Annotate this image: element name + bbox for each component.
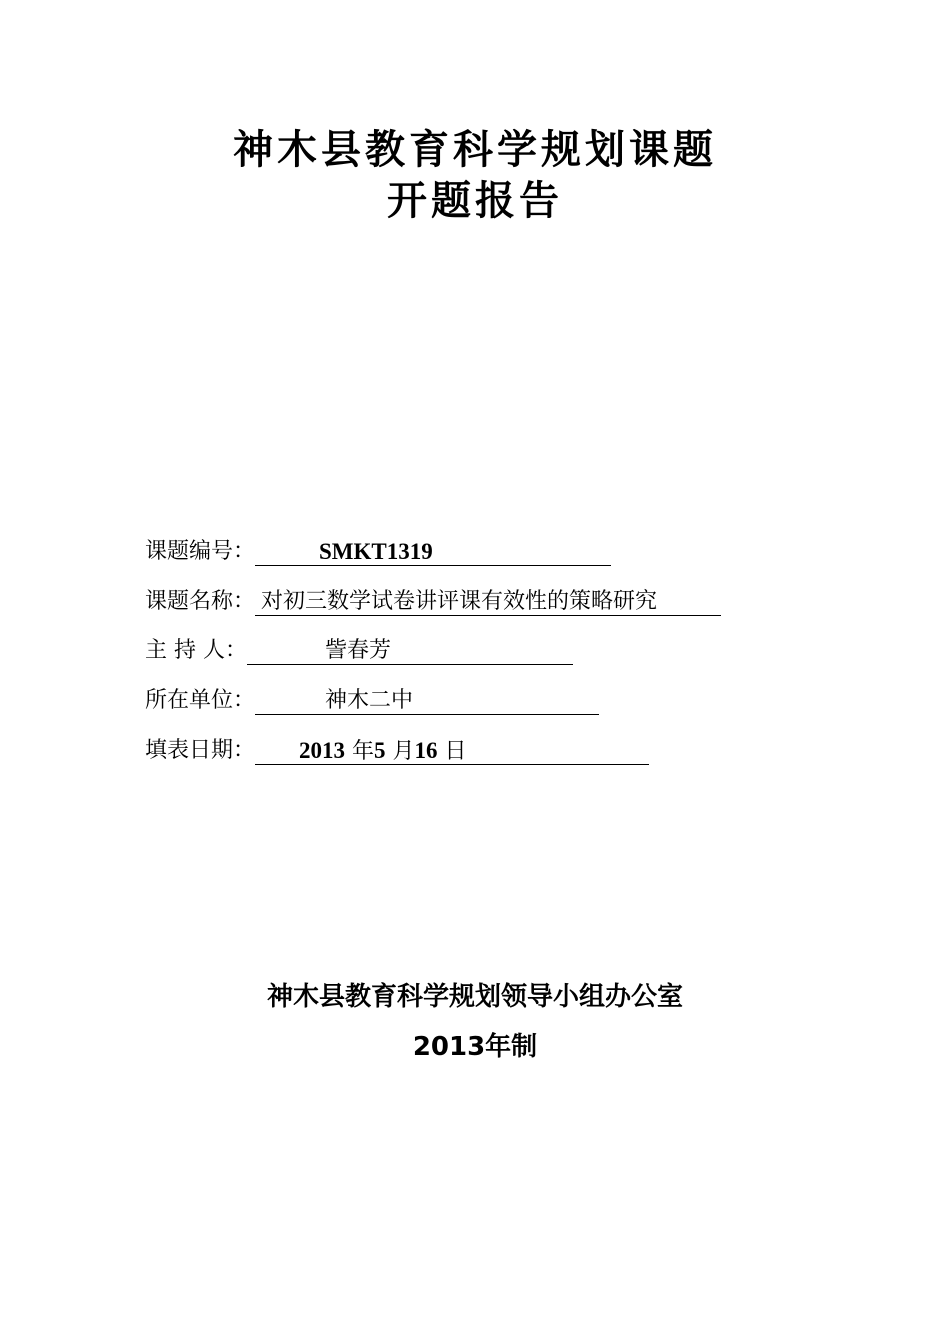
date-year: 2013	[299, 738, 346, 763]
underline	[255, 565, 611, 566]
field-label-unit: 所在单位：	[145, 688, 256, 713]
date-month: 5	[374, 738, 386, 763]
field-value-date	[255, 736, 649, 766]
date-month-suffix: 月	[392, 739, 415, 764]
host-name-text: 訾春芳	[325, 638, 392, 663]
date-day-suffix: 日	[444, 739, 467, 764]
field-value-host	[247, 636, 573, 666]
field-label-host: 主 持 人：	[145, 638, 247, 663]
field-value-project-number	[255, 537, 611, 567]
field-label-date: 填表日期：	[145, 738, 256, 763]
field-row-project-name	[145, 583, 721, 617]
field-value-project-name	[255, 587, 721, 617]
field-label-project-number: 课题编号：	[145, 539, 256, 564]
issue-year: 2013年制	[412, 1032, 538, 1062]
date-year-suffix: 年	[352, 739, 375, 764]
issuing-office: 神木县教育科学规划领导小组办公室	[266, 982, 683, 1012]
unit-name-text: 神木二中	[325, 688, 414, 713]
document-subtitle: 开题报告	[387, 178, 563, 224]
project-number-text: SMKT1319	[319, 539, 433, 564]
field-row-host	[145, 632, 573, 666]
field-row-unit	[145, 682, 599, 716]
underline	[255, 714, 599, 715]
field-value-unit	[255, 686, 599, 716]
date-day: 16	[414, 738, 438, 763]
field-row-project-number	[145, 533, 611, 567]
field-label-project-name: 课题名称：	[145, 589, 256, 614]
document-title: 神木县教育科学规划课题	[233, 127, 717, 173]
underline	[247, 664, 573, 665]
field-row-date	[145, 732, 649, 766]
project-name-text: 对初三数学试卷讲评课有效性的策略研究	[261, 589, 658, 614]
date-text	[299, 736, 467, 767]
